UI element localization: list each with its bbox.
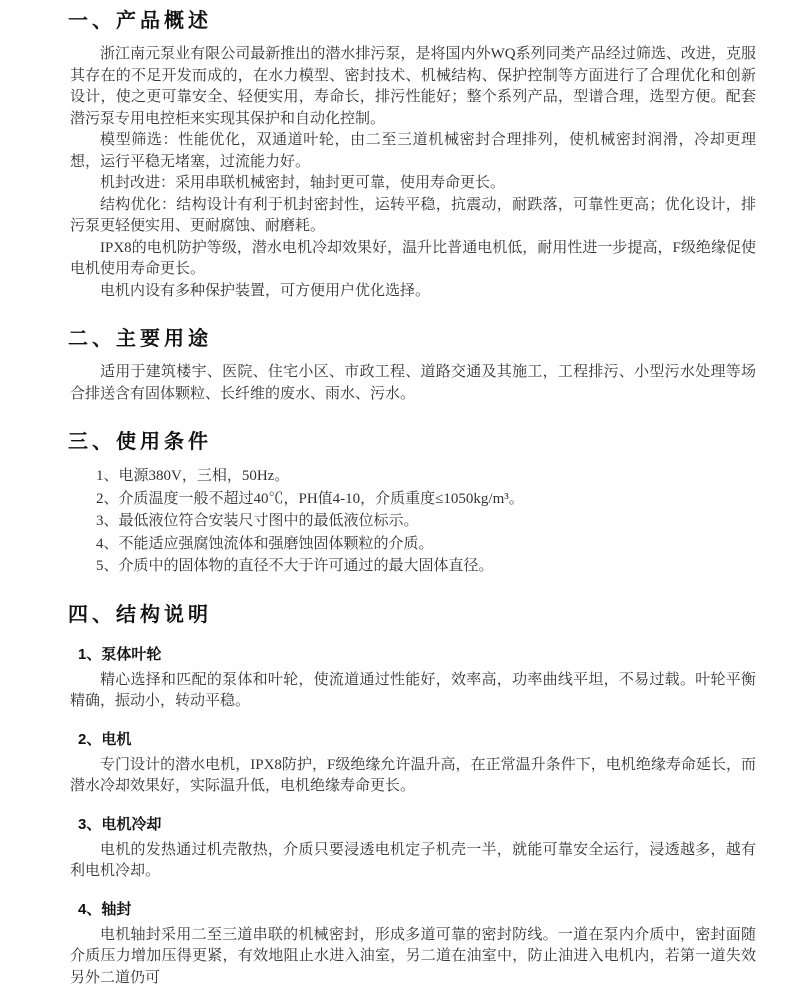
- condition-item: 5、介质中的固体物的直径不大于许可通过的最大固体直径。: [70, 555, 756, 578]
- paragraph: 机封改进：采用串联机械密封，轴封更可靠，使用寿命更长。: [70, 173, 756, 195]
- paragraph: 电机内设有多种保护装置，可方便用户优化选择。: [70, 281, 756, 303]
- paragraph: 适用于建筑楼宇、医院、住宅小区、市政工程、道路交通及其施工，工程排污、小型污水处理等场合排送含有固体颗粒、长纤维的废水、雨水、污水。: [70, 362, 756, 405]
- subsection-body: 精心选择和匹配的泵体和叶轮，使流道通过性能好，效率高，功率曲线平坦，不易过载。叶轮平衡精确，振动小，转动平稳。: [70, 670, 756, 713]
- section-heading-conditions: 三、使用条件: [68, 429, 756, 455]
- subsection-title: 4、轴封: [78, 900, 756, 920]
- section-usage-conditions: [70, 429, 756, 578]
- subsection-body: 专门设计的潜水电机，IPX8防护，F级绝缘允许温升高，在正常温升条件下，电机绝缘寿命延长，而潜水冷却效果好，实际温升低，电机绝缘寿命更长。: [70, 755, 756, 798]
- section-main-uses: [70, 326, 756, 405]
- subsection-body: 电机轴封采用二至三道串联的机械密封，形成多道可靠的密封防线。一道在泵内介质中，密封面随介质压力增加压得更紧，有效地阻止水进入油室，另二道在油室中，防止油进入电机内，若第一道失效另外二道仍可: [70, 925, 756, 989]
- paragraph: 模型筛选：性能优化，双通道叶轮，由二至三道机械密封合理排列，使机械密封润滑，冷却更理想，运行平稳无堵塞，过流能力好。: [70, 130, 756, 173]
- subsection-pump-impeller: [70, 645, 756, 713]
- paragraph: IPX8的电机防护等级，潜水电机冷却效果好，温升比普通电机低，耐用性进一步提高，F级绝缘促使电机使用寿命更长。: [70, 238, 756, 281]
- paragraph: 浙江南元泵业有限公司最新推出的潜水排污泵，是将国内外WQ系列同类产品经过筛选、改进，克服其存在的不足开发而成的，在水力模型、密封技术、机械结构、保护控制等方面进行了合理优化和创新设计，使之更可靠安全、轻便实用，寿命长，排污性能好；整个系列产品，型谱合理，选型方便。配套潜污泵专用电控柜来实现其保护和自动化控制。: [70, 44, 756, 130]
- condition-item: 4、不能适应强腐蚀流体和强磨蚀固体颗粒的介质。: [70, 533, 756, 556]
- section-heading-overview: 一、产品概述: [68, 8, 756, 34]
- subsection-title: 1、泵体叶轮: [78, 645, 756, 665]
- subsection-body: 电机的发热通过机壳散热，介质只要浸透电机定子机壳一半，就能可靠安全运行，浸透越多，越有利电机冷却。: [70, 840, 756, 883]
- condition-item: 1、电源380V，三相，50Hz。: [70, 465, 756, 488]
- condition-item: 2、介质温度一般不超过40℃，PH值4-10，介质重度≤1050kg/m³。: [70, 488, 756, 511]
- subsection-motor-cooling: [70, 815, 756, 883]
- section-heading-structure: 四、结构说明: [68, 602, 756, 628]
- subsection-shaft-seal: [70, 900, 756, 989]
- paragraph: 结构优化：结构设计有利于机封密封性，运转平稳，抗震动，耐跌落，可靠性更高；优化设计，排污泵更轻便实用、更耐腐蚀、耐磨耗。: [70, 195, 756, 238]
- section-structure-description: [70, 602, 756, 989]
- section-heading-uses: 二、主要用途: [68, 326, 756, 352]
- condition-item: 3、最低液位符合安装尺寸图中的最低液位标示。: [70, 510, 756, 533]
- subsection-title: 3、电机冷却: [78, 815, 756, 835]
- condition-list: [70, 465, 756, 578]
- subsection-motor: [70, 730, 756, 798]
- section-product-overview: [70, 8, 756, 302]
- subsection-title: 2、电机: [78, 730, 756, 750]
